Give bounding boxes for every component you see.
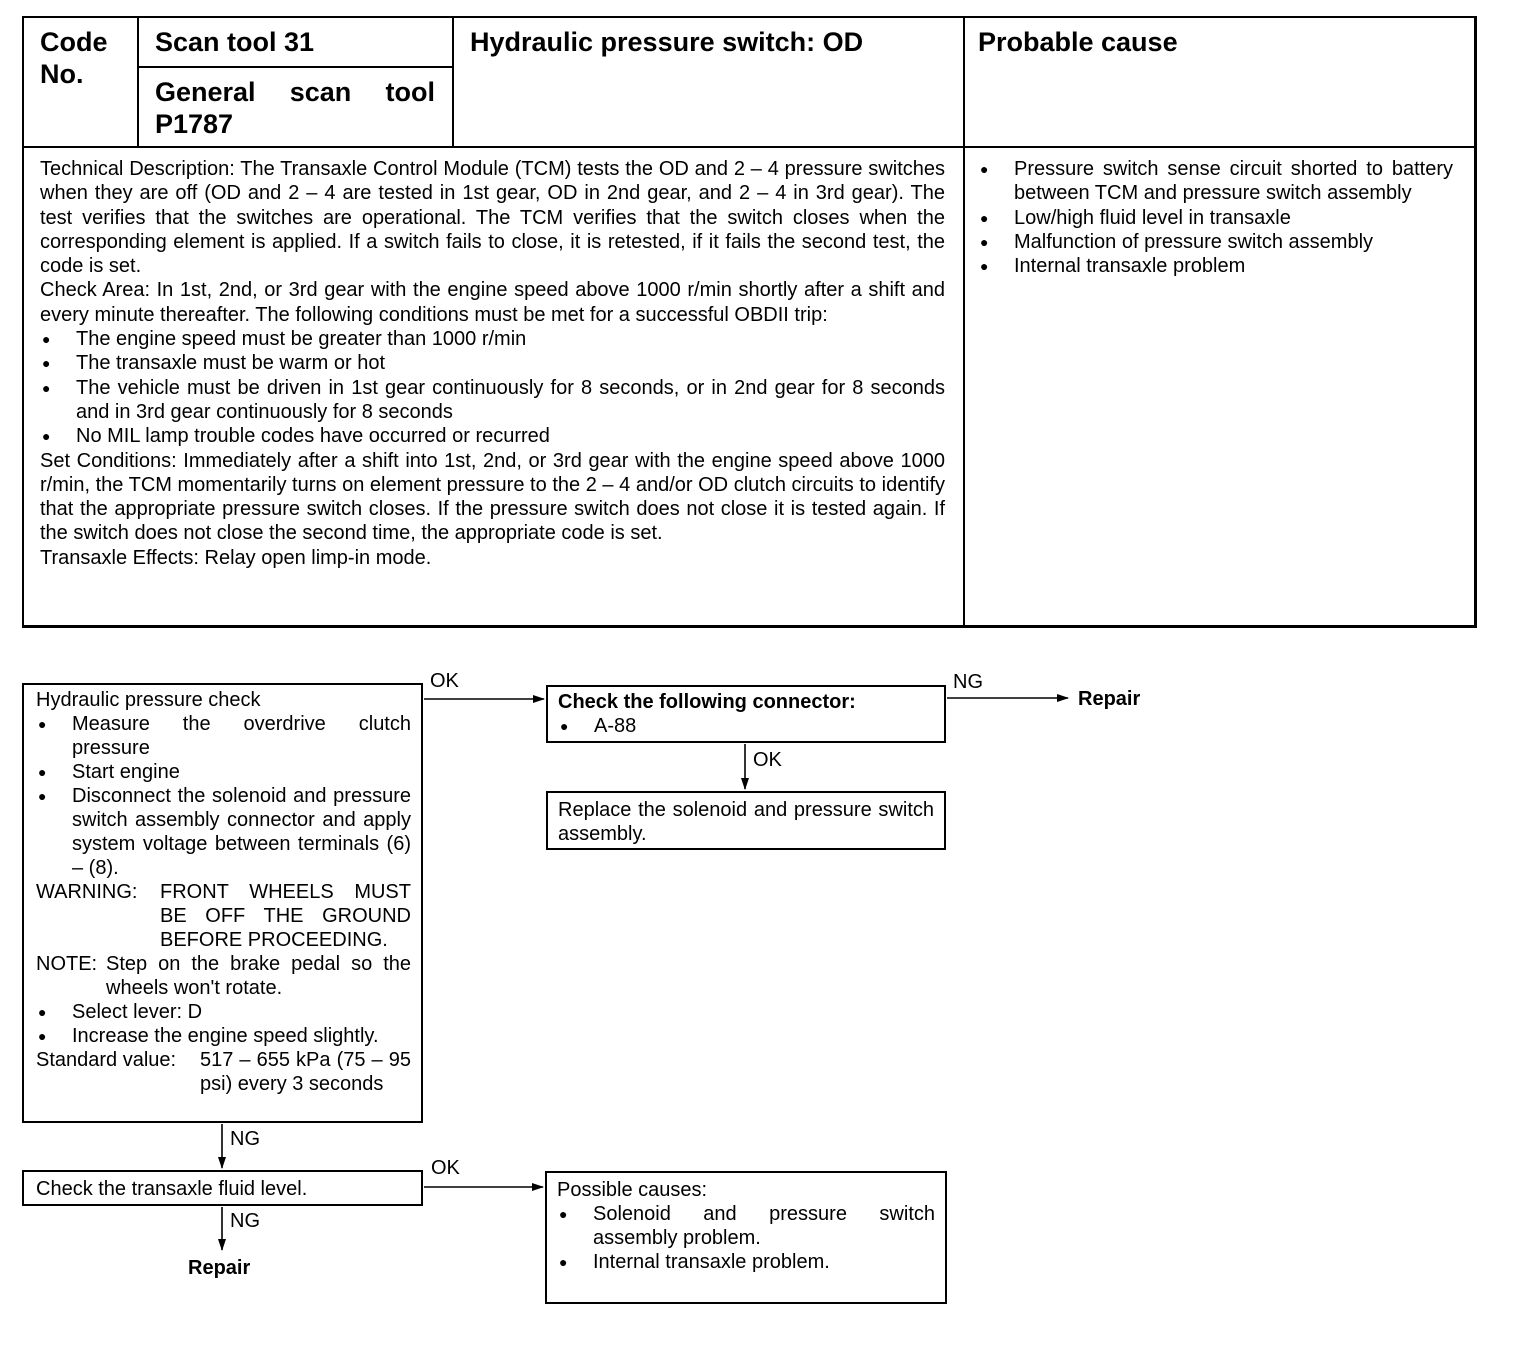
hydraulic-check-title: Hydraulic pressure check	[36, 689, 261, 711]
list-item: ● A-88	[558, 714, 934, 738]
possible-causes-title: Possible causes:	[557, 1179, 708, 1201]
standard-value-label: Standard value:	[36, 1049, 177, 1071]
ok-label: OK	[431, 1157, 460, 1179]
list-item: ● Increase the engine speed slightly.	[36, 1024, 411, 1048]
list-item: ● Malfunction of pressure switch assembly	[978, 230, 1453, 254]
transaxle-effects: Transaxle Effects: Relay open limp-in mode.	[40, 546, 432, 569]
warning-label: WARNING:	[36, 881, 138, 903]
technical-description: Technical Description: The Transaxle Control Module (TCM) tests the OD and 2 – 4 pressure switches when they are off (OD and 2 – 4 are tested in 1st gear, OD in 2nd gear, and 2 – 4 in 3rd gear). The test verifies that the switches are operational. The TCM verifies that the switch closes when the corresponding element is applied. If a switch fails to close, it is retested, if it fails the second test, the code is set.	[40, 158, 945, 278]
list-item: ● Low/high fluid level in transaxle	[978, 206, 1453, 230]
scan-tool-header: Scan tool 31	[155, 27, 315, 57]
fluid-level-text: Check the transaxle fluid level.	[36, 1178, 308, 1200]
list-item: ● Measure the overdrive clutch pressure	[36, 712, 411, 760]
list-item: ● Disconnect the solenoid and pressure switch assembly connector and apply system voltage between terminals (6) – (8).	[36, 784, 411, 880]
standard-value-text: 517 – 655 kPa (75 – 95 psi) every 3 seconds	[200, 1049, 411, 1095]
list-item: ● Solenoid and pressure switch assembly problem.	[557, 1202, 935, 1250]
connector-check-title: Check the following connector:	[558, 691, 856, 713]
list-item: ● The engine speed must be greater than 1000 r/min	[40, 327, 945, 351]
set-conditions: Set Conditions: Immediately after a shift into 1st, 2nd, or 3rd gear with the engine speed above 1000 r/min, the TCM momentarily turns on element pressure to the 2 – 4 and/or OD clutch circuits to identify that the appropriate pressure switch closes. If the pressure switch does not close it is tested again. If the switch does not close the second time, the appropriate code is set.	[40, 449, 945, 545]
ok-label: OK	[753, 749, 782, 771]
repair-label: Repair	[188, 1257, 251, 1279]
list-item: ● Pressure switch sense circuit shorted to battery between TCM and pressure switch assembly	[978, 157, 1453, 206]
warning-text: FRONT WHEELS MUST BE OFF THE GROUND BEFORE PROCEEDING.	[160, 881, 411, 951]
general-scan-tool-header: General scan tool P1787	[155, 77, 435, 139]
list-item: ● Internal transaxle problem	[978, 254, 1453, 278]
code-title: Hydraulic pressure switch: OD	[470, 27, 864, 57]
note-label: NOTE:	[36, 953, 98, 975]
list-item: ● The vehicle must be driven in 1st gear continuously for 8 seconds, or in 2nd gear for 8 seconds and in 3rd gear continuously for 8 seconds	[40, 376, 945, 425]
ok-label: OK	[430, 670, 459, 692]
note-text: Step on the brake pedal so the wheels won't rotate.	[106, 953, 411, 999]
list-item: ● No MIL lamp trouble codes have occurred or recurred	[40, 424, 945, 448]
code-no-header: Code No.	[40, 27, 108, 89]
replace-solenoid-text: Replace the solenoid and pressure switch assembly.	[558, 799, 934, 845]
list-item: ● The transaxle must be warm or hot	[40, 351, 945, 375]
list-item: ● Select lever: D	[36, 1000, 411, 1024]
repair-label: Repair	[1078, 688, 1141, 710]
list-item: ● Start engine	[36, 760, 411, 784]
check-area: Check Area: In 1st, 2nd, or 3rd gear with the engine speed above 1000 r/min shortly after a shift and every minute thereafter. The following conditions must be met for a successful OBDII trip:	[40, 279, 945, 326]
ng-label: NG	[953, 671, 983, 693]
probable-cause-header: Probable cause	[978, 27, 1178, 57]
list-item: ● Internal transaxle problem.	[557, 1250, 935, 1274]
ng-label: NG	[230, 1128, 260, 1150]
ng-label: NG	[230, 1210, 260, 1232]
